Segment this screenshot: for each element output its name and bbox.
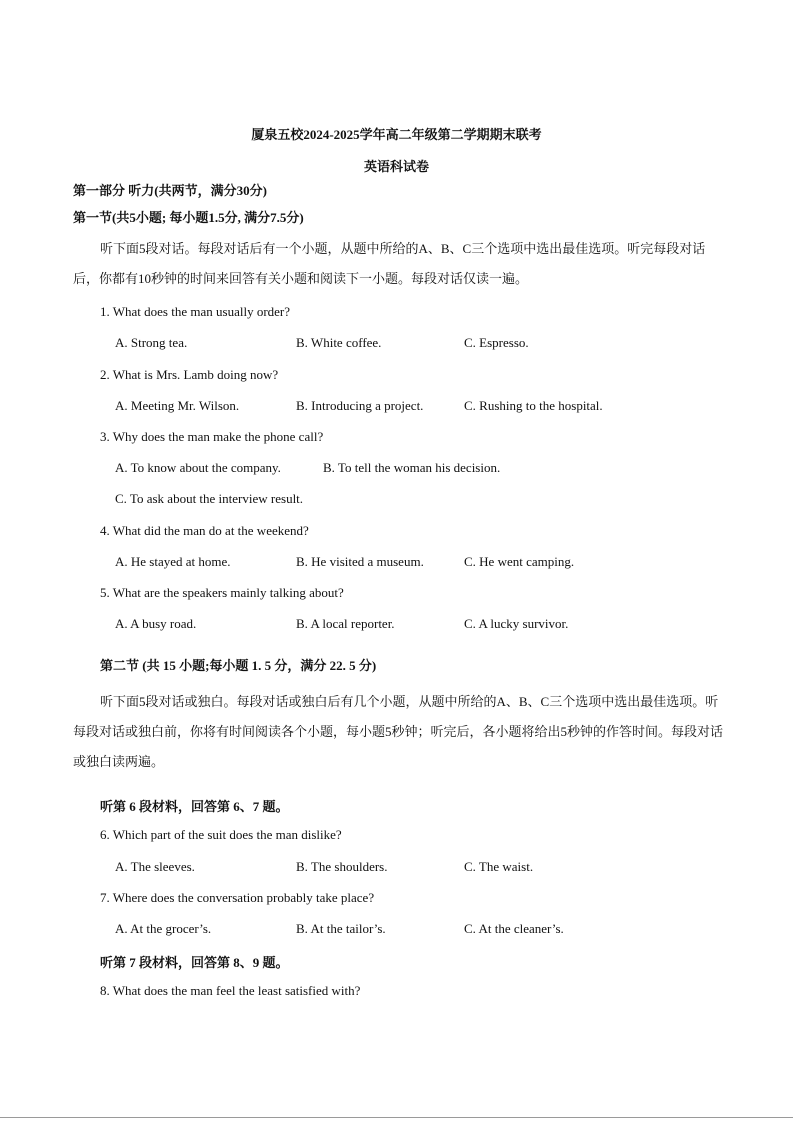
option-a: A. At the grocer’s. — [115, 921, 212, 936]
option-b: B. He visited a museum. — [296, 554, 424, 569]
option-c: C. He went camping. — [464, 554, 575, 569]
option-c: C. Rushing to the hospital. — [464, 398, 603, 413]
option-c: C. To ask about the interview result. — [115, 491, 304, 506]
section2-instructions: 听下面5段对话或独白。每段对话或独白后有几个小题，从题中所给的A、B、C三个选项中选出最佳选项。听每段对话或独白前，你将有时间阅读各个小题，每小题5秒钟；听完后，各小题将给出5秒钟的作答时间。每段对话或独白读两遍。 — [73, 694, 724, 769]
question-stem: 7. Where does the conversation probably take place? — [100, 890, 375, 905]
option-b: B. A local reporter. — [296, 616, 395, 631]
option-b: B. The shoulders. — [296, 859, 388, 874]
option-b: B. White coffee. — [296, 335, 382, 350]
question-stem: 1. What does the man usually order? — [100, 304, 291, 319]
question-stem: 4. What did the man do at the weekend? — [100, 523, 309, 538]
option-a: A. He stayed at home. — [115, 554, 231, 569]
section1-instructions: 听下面5段对话。每段对话后有一个小题，从题中所给的A、B、C三个选项中选出最佳选项。听完每段对话后，你都有10秒钟的时间来回答有关小题和阅读下一小题。每段对话仅读一遍。 — [73, 241, 706, 286]
material-label: 听第 6 段材料，回答第 6、7 题。 — [100, 799, 289, 814]
option-a: A. Meeting Mr. Wilson. — [115, 398, 240, 413]
material-label: 听第 7 段材料，回答第 8、9 题。 — [100, 955, 289, 970]
page-bottom-divider — [0, 1117, 793, 1118]
question-stem: 8. What does the man feel the least satisfied with? — [100, 983, 361, 998]
option-a: A. Strong tea. — [115, 335, 188, 350]
option-b: B. Introducing a project. — [296, 398, 424, 413]
section2-heading: 第二节 (共 15 小题;每小题 1. 5 分，满分 22. 5 分) — [100, 658, 377, 673]
option-c: C. The waist. — [464, 859, 534, 874]
option-b: B. To tell the woman his decision. — [323, 460, 501, 475]
option-c: C. At the cleaner’s. — [464, 921, 564, 936]
exam-title: 厦泉五校2024-2025学年高二年级第二学期期末联考 — [251, 127, 542, 142]
option-b: B. At the tailor’s. — [296, 921, 386, 936]
question-stem: 5. What are the speakers mainly talking about? — [100, 585, 344, 600]
option-c: C. A lucky survivor. — [464, 616, 569, 631]
question-stem: 2. What is Mrs. Lamb doing now? — [100, 367, 279, 382]
option-a: A. The sleeves. — [115, 859, 195, 874]
question-stem: 3. Why does the man make the phone call? — [100, 429, 324, 444]
exam-subtitle: 英语科试卷 — [363, 159, 429, 174]
option-a: A. To know about the company. — [115, 460, 281, 475]
part1-heading: 第一部分 听力(共两节，满分30分) — [73, 183, 267, 198]
question-stem: 6. Which part of the suit does the man dislike? — [100, 827, 342, 842]
option-a: A. A busy road. — [115, 616, 197, 631]
section1-heading: 第一节(共5小题; 每小题1.5分, 满分7.5分) — [73, 210, 304, 225]
option-c: C. Espresso. — [464, 335, 529, 350]
